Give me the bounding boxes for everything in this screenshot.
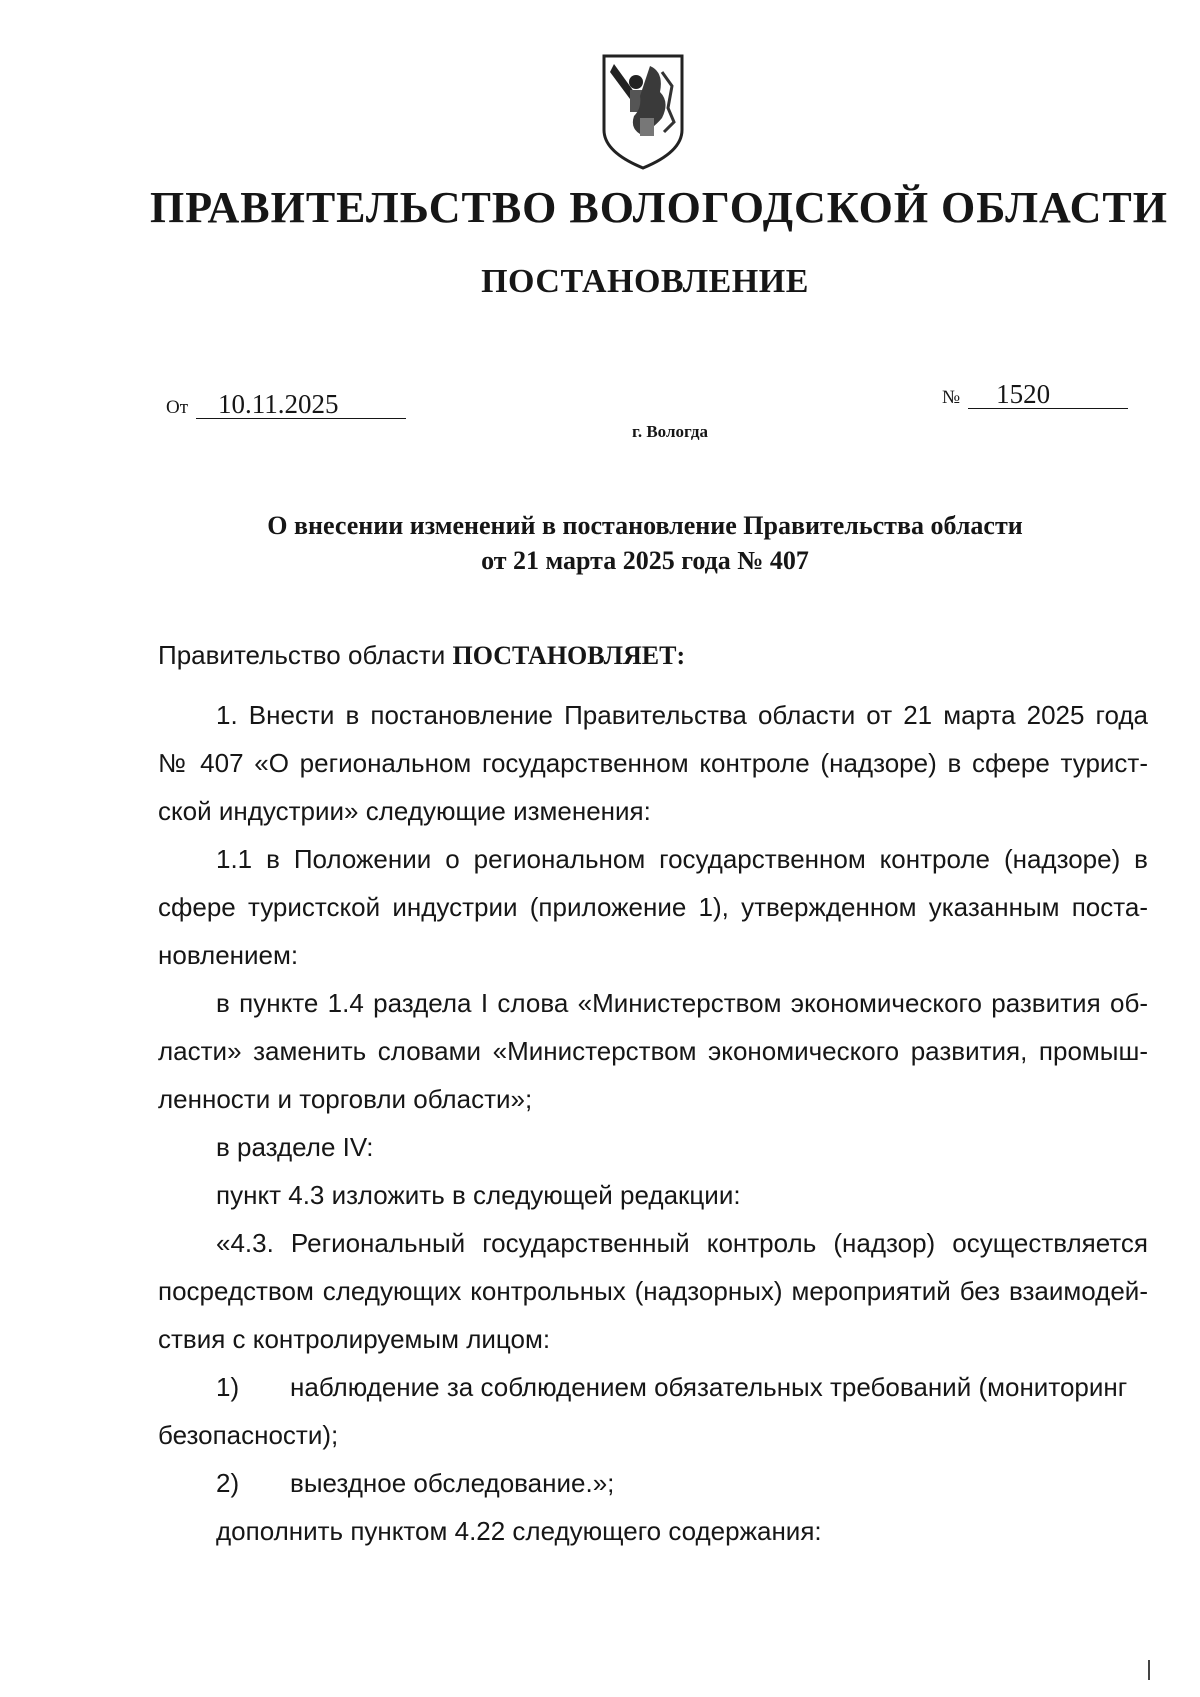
body-line: «4.3. Региональный государственный контроль (надзор) осуществляется <box>216 1228 1148 1258</box>
body-line: ласти» заменить словами «Министерством экономического развития, промыш- <box>158 1036 1148 1066</box>
date-label: От <box>166 397 189 418</box>
body-line: дополнить пунктом 4.22 следующего содержания: <box>216 1516 822 1546</box>
government-title: ПРАВИТЕЛЬСТВО ВОЛОГОДСКОЙ ОБЛАСТИ <box>150 183 1168 232</box>
date-value: 10.11.2025 <box>196 390 406 419</box>
subject-line: от 21 марта 2025 года № 407 <box>481 546 809 575</box>
body-line: сфере туристской индустрии (приложение 1), утвержденном указанным поста- <box>158 892 1148 922</box>
list-text: выездное обследование.»; <box>290 1468 615 1498</box>
body-line: посредством следующих контрольных (надзорных) мероприятий без взаимодей- <box>158 1276 1148 1306</box>
list-marker: 2) <box>216 1468 240 1498</box>
subject-line: О внесении изменений в постановление Правительства области <box>267 511 1023 540</box>
body-line: ленности и торговли области»; <box>158 1084 533 1114</box>
document-number <box>942 380 1128 409</box>
body-line: в пункте 1.4 раздела I слова «Министерством экономического развития об- <box>216 988 1148 1018</box>
number-value: 1520 <box>968 380 1128 409</box>
body-line: 1.1 в Положении о региональном государственном контроле (надзоре) в <box>216 844 1148 874</box>
body-line: в разделе IV: <box>216 1132 374 1162</box>
body-line: новлением: <box>158 940 299 970</box>
list-marker: 1) <box>216 1372 240 1402</box>
list-item <box>216 1468 614 1498</box>
body-line: № 407 «О региональном государственном контроле (надзоре) в сфере турист- <box>158 748 1148 778</box>
coat-of-arms-icon <box>600 52 686 170</box>
body-line: безопасности); <box>158 1420 339 1450</box>
body-line: ствия с контролируемым лицом: <box>158 1324 551 1354</box>
body-line: пункт 4.3 изложить в следующей редакции: <box>216 1180 741 1210</box>
list-item <box>216 1372 1148 1402</box>
city: г. Вологда <box>632 422 708 441</box>
body-line: 1. Внести в постановление Правительства области от 21 марта 2025 года <box>216 700 1148 730</box>
list-text: наблюдение за соблюдением обязательных требований (мониторинг <box>290 1372 1128 1402</box>
preamble-bold: ПОСТАНОВЛЯЕТ: <box>452 641 686 670</box>
body-line: ской индустрии» следующие изменения: <box>158 796 651 826</box>
document-subject <box>150 508 1140 578</box>
document-date <box>166 390 406 419</box>
document-type: ПОСТАНОВЛЕНИЕ <box>481 263 809 300</box>
preamble-text: Правительство области <box>158 640 446 670</box>
scan-mark <box>1148 1660 1150 1680</box>
preamble <box>158 640 685 671</box>
number-label: № <box>942 387 961 408</box>
